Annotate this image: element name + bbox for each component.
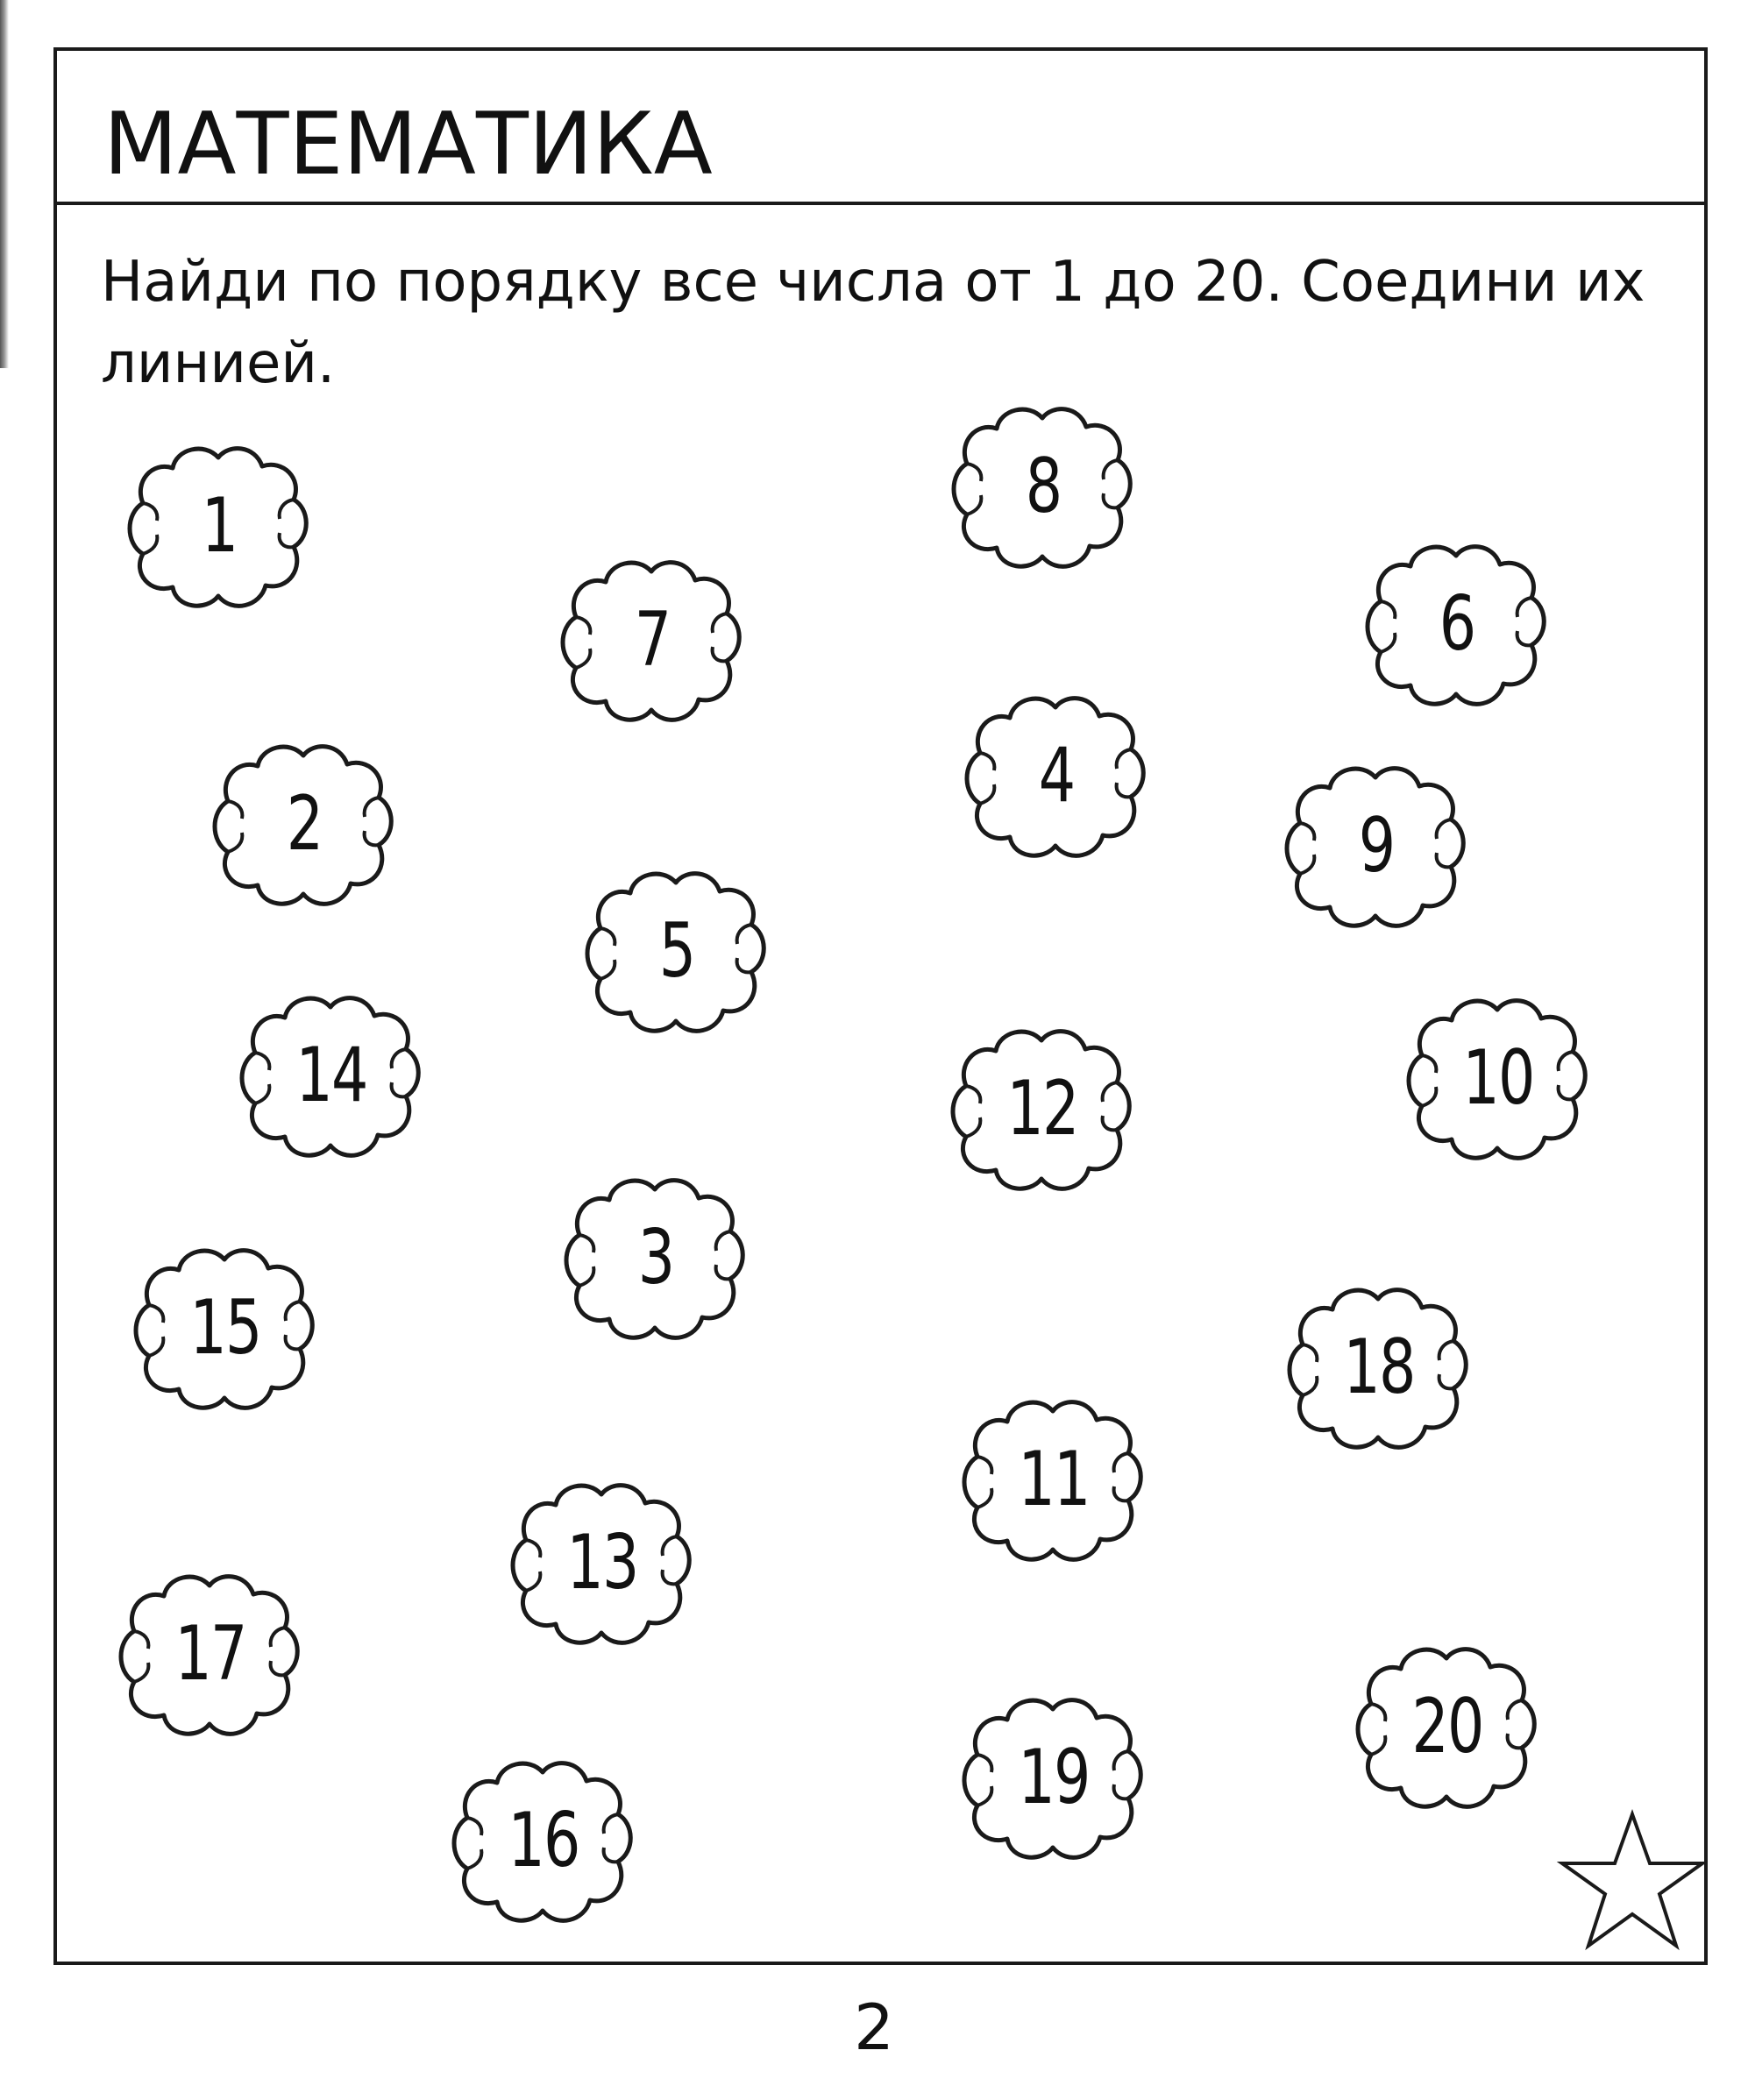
number-cloud[interactable]	[564, 1170, 748, 1345]
number-cloud[interactable]	[950, 1021, 1134, 1196]
number-cloud[interactable]	[451, 1753, 636, 1928]
number-cloud[interactable]	[1406, 990, 1590, 1166]
number-cloud[interactable]	[133, 1240, 317, 1415]
number-cloud[interactable]	[1284, 758, 1468, 933]
star-icon	[1555, 1809, 1709, 1955]
number-cloud[interactable]	[585, 863, 769, 1039]
page-number: 2	[854, 1990, 894, 2064]
number-cloud[interactable]	[560, 552, 744, 727]
number-label: 4	[1038, 732, 1075, 819]
page-title: МАТЕМАТИКА	[103, 95, 713, 195]
instruction-text: Найди по порядку все числа от 1 до 20. Соедини их линией.	[101, 250, 1645, 396]
number-cloud[interactable]	[962, 1392, 1146, 1567]
number-cloud[interactable]	[1365, 536, 1549, 712]
number-label: 8	[1025, 443, 1062, 530]
number-label: 18	[1343, 1323, 1415, 1411]
number-label: 20	[1411, 1683, 1483, 1770]
number-label: 9	[1358, 802, 1395, 890]
number-label: 13	[566, 1519, 638, 1607]
number-cloud[interactable]	[127, 438, 311, 614]
number-label: 14	[295, 1032, 367, 1119]
number-cloud[interactable]	[118, 1566, 302, 1742]
number-label: 1	[201, 482, 238, 570]
number-label: 16	[508, 1797, 579, 1884]
number-cloud[interactable]	[964, 688, 1148, 863]
number-label: 12	[1006, 1065, 1078, 1153]
number-label: 19	[1018, 1734, 1090, 1821]
number-label: 2	[286, 780, 323, 868]
number-label: 15	[189, 1284, 261, 1372]
number-label: 11	[1018, 1436, 1090, 1523]
number-label: 10	[1462, 1034, 1534, 1122]
number-label: 3	[637, 1214, 674, 1302]
number-cloud[interactable]	[510, 1475, 694, 1650]
number-label: 7	[634, 596, 671, 684]
number-label: 6	[1439, 580, 1475, 668]
number-label: 17	[174, 1610, 246, 1698]
number-cloud[interactable]	[951, 399, 1135, 574]
number-cloud[interactable]	[239, 988, 423, 1163]
number-cloud[interactable]	[212, 736, 396, 912]
number-cloud[interactable]	[962, 1690, 1146, 1865]
number-cloud[interactable]	[1287, 1280, 1471, 1455]
number-cloud[interactable]	[1355, 1639, 1539, 1814]
number-label: 5	[658, 907, 695, 995]
